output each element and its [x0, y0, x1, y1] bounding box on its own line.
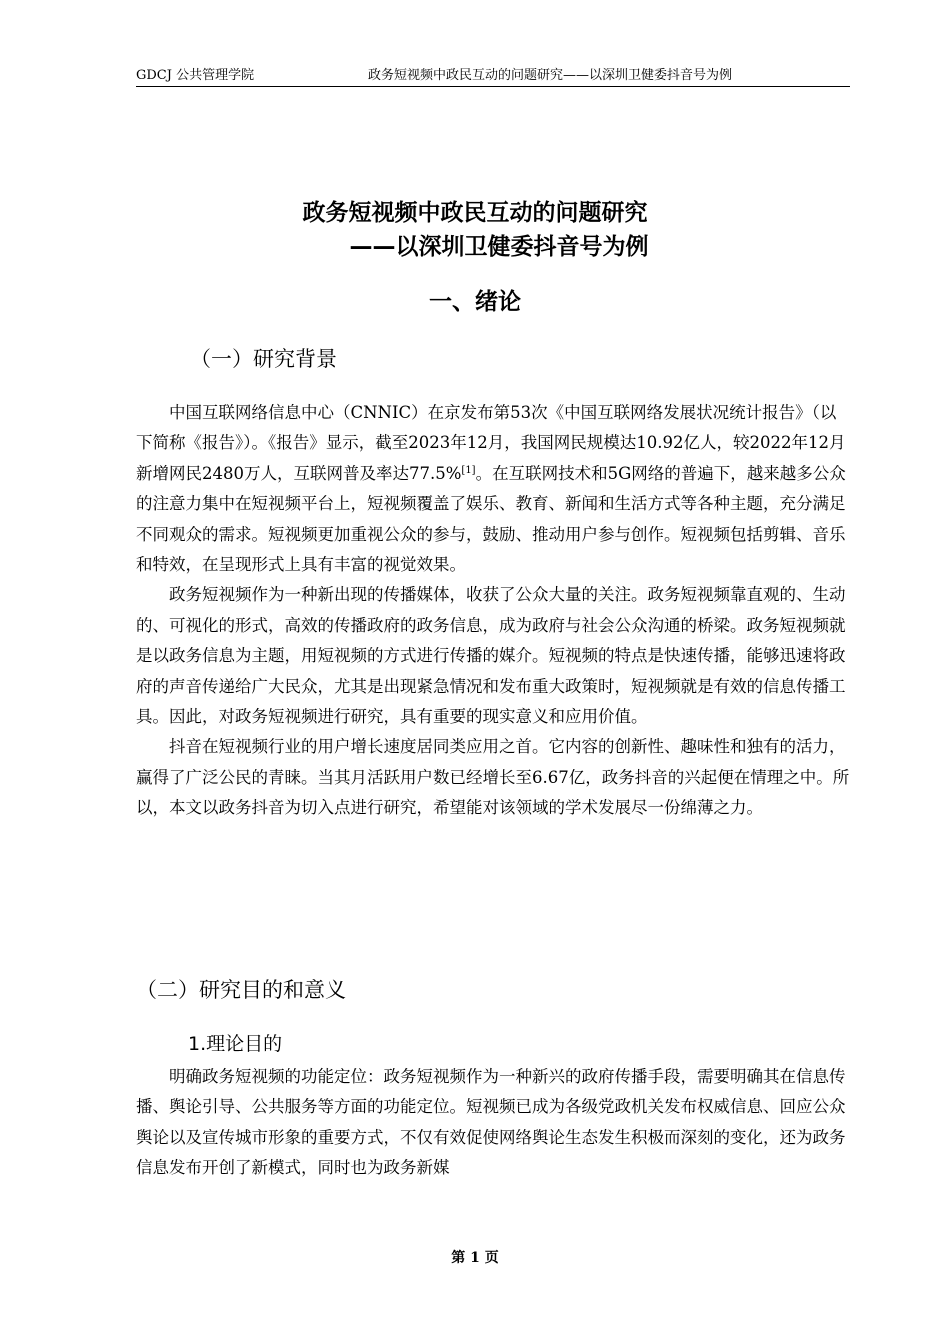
paragraph: 政务短视频作为一种新出现的传播媒体，收获了公众大量的关注。政务短视频靠直观的、生动的、可视化的形式，高效的传播政府的政务信息，成为政府与社会公众沟通的桥梁。政务短视频就是以政务信息为主题，用短视频的方式进行传播的媒介。短视频的特点是快速传播，能够迅速将政府的声音传递给广大民众，尤其是出现紧急情况和发布重大政策时，短视频就是有效的信息传播工具。因此，对政务短视频进行研究，具有重要的现实意义和应用价值。 [136, 585, 846, 727]
paragraph-text: 。在互联网技术和5G网络的普遍下，越来越多公众的注意力集中在短视频平台上，短视频覆盖了娱乐、教育、新闻和生活方式等各种主题，充分满足不同观众的需求。短视频更加重视公众的参与，鼓励、推动用户参与创作。短视频包括剪辑、音乐和特效，在呈现形式上具有丰富的视觉效果。 [136, 463, 846, 575]
paragraph [136, 398, 850, 580]
citation-ref: [1] [461, 464, 476, 476]
subsection-heading-purpose: （二）研究目的和意义 [136, 978, 346, 1002]
purpose-paragraphs [136, 1062, 850, 1184]
background-paragraphs [136, 398, 850, 824]
item-heading-theoretical-purpose: 1.理论目的 [188, 1033, 283, 1055]
paragraph-text: 中国互联网络信息中心（CNNIC）在京发布第53次《中国互联网络发展状况统计报告》（以下简称《报告》）。《报告》显示，截至2023年12月，我国网民规模达10.92亿人，较2022年12月新增网民2480万人，互联网普及率达77.5% [136, 403, 846, 483]
paragraph: 明确政务短视频的功能定位：政务短视频作为一种新兴的政府传播手段，需要明确其在信息传播、舆论引导、公共服务等方面的功能定位。短视频已成为各级党政机关发布权威信息、回应公众舆论以及宣传城市形象的重要方式，不仅有效促使网络舆论生态发生积极而深刻的变化，还为政务信息发布开创了新模式，同时也为政务新媒 [136, 1067, 846, 1178]
header-institution: GDCJ 公共管理学院 [136, 68, 255, 83]
header-running-title: 政务短视频中政民互动的问题研究——以深圳卫健委抖音号为例 [368, 68, 733, 83]
paragraph: 抖音在短视频行业的用户增长速度居同类应用之首。它内容的创新性、趣味性和独有的活力，赢得了广泛公民的青睐。当其月活跃用户数已经增长至6.67亿，政务抖音的兴起便在情理之中。所以，本文以政务抖音为切入点进行研究，希望能对该领域的学术发展尽一份绵薄之力。 [136, 737, 850, 818]
paper-subtitle: ——以深圳卫健委抖音号为例 [349, 234, 649, 260]
page-header [136, 66, 850, 87]
subsection-heading-background: （一）研究背景 [190, 347, 337, 371]
page-number: 第 1 页 [451, 1250, 499, 1266]
paper-title: 政务短视频中政民互动的问题研究 [302, 200, 648, 226]
section-heading-introduction: 一、绪论 [429, 289, 521, 315]
